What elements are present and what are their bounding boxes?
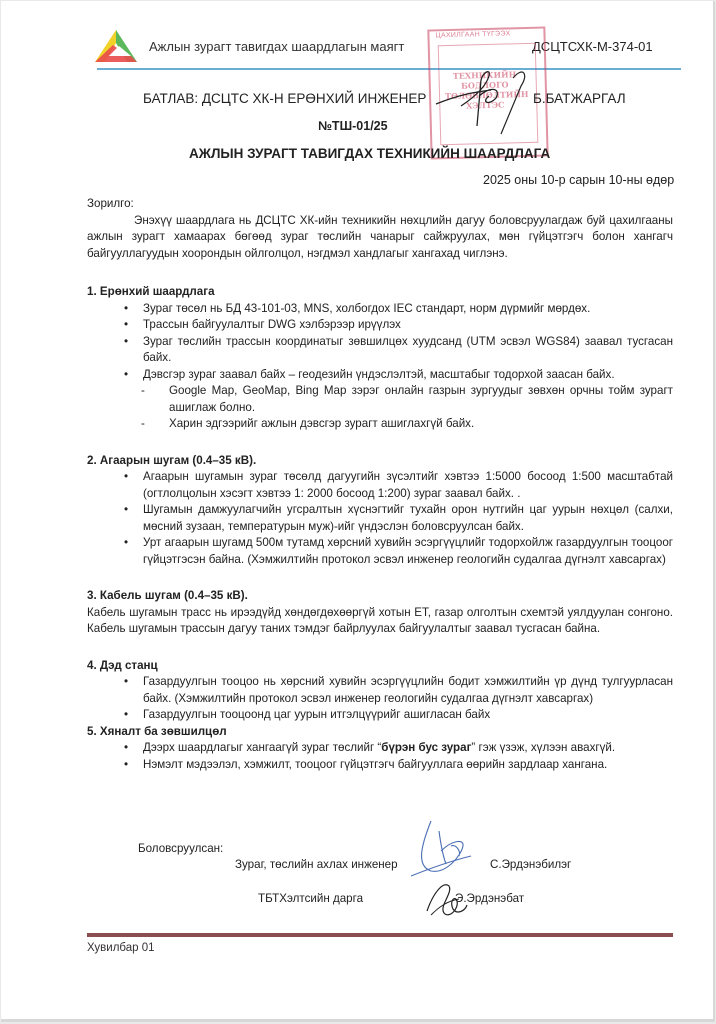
footer-divider [87,933,673,937]
list-item: • Шугамын дамжуулагчийн угсралтын хүснэгтийг тухайн орон нутгийн цаг уурын нөхцөл (салхи, мөсний зузаан, температурын муж)-ийг үндэслэн боловсруулсан байх. [127,502,673,535]
signature-1-icon [401,816,481,886]
document-body [87,196,673,773]
list-item: • Нэмэлт мэдээлэл, хэмжилт, тооцоог гүйцэтгэгч байгууллага өөрийн зардлаар хангана. [127,757,673,774]
stamp-line: ТЕХНИКИЙН [452,69,517,81]
signer-name: Э.Эрдэнэбат [455,892,525,905]
purpose-text: Энэхүү шаардлага нь ДСЦТС ХК-ийн техникийн нөхцлийн дагуу боловсруулагдаж буй цахилгааны ажлын зурагт хамаарах бөгөөд зураг төслийн чанарыг сайжруулах, мөн гүйцэтгэгч болон хангагч байгууллагуудын хоорондын ойлголцол, нэгдмэл хандлагыг хангахад чиглэнэ. [87,213,673,260]
stamp-line: ХЭЛТЭС [466,99,505,111]
header-divider [97,68,681,70]
signer-role: Зураг, төслийн ахлах инженер [235,858,398,871]
document-date: 2025 оны 10-р сарын 10-ны өдөр [483,173,675,187]
section-substation [87,658,673,724]
document-title: АЖЛЫН ЗУРАГТ ТАВИГДАХ ТЕХНИКИЙН ШААРДЛАГА [189,146,551,161]
company-logo-icon [95,28,137,64]
section-control [87,724,673,774]
sub-list-item: - Харин эдгээрийг ажлын дэвсгэр зурагт ашиглахгүй байх. [141,416,673,433]
form-code: ДСЦТСХК-М-374-01 [532,39,653,54]
prepared-by-label: Боловсруулсан: [138,842,224,855]
section-heading: 4. Дэд станц [87,658,158,672]
purpose-label: Зорилго: [87,197,134,210]
section-overhead-line [87,453,673,569]
form-title: Ажлын зурагт тавигдах шаардлагын маягт [149,39,405,54]
section-heading: 1. Ерөнхий шаардлага [87,285,215,298]
document-number: №ТШ-01/25 [318,119,388,133]
list-item: • Газардуулгын тооцоо нь хөрсний хувийн эсэргүүцлийн бодит хэмжилтийн үр дүнд тулгуурласан байх. (Хэмжилтийн протокол эсвэл инженер геологийн судалгаа дүгнэлт хавсаргах) [127,674,673,707]
stamp-line: БОДЛОГО [460,79,509,91]
text-fragment: Дээрх шаардлагыг хангаагүй зураг төслийг “ [143,741,382,754]
list-item [127,740,673,757]
list-item: • Зураг төсөл нь БД 43-101-03, MNS, холбогдох IEC стандарт, норм дүрмийг мөрдөх. [127,301,673,318]
sub-list-item: - Google Map, GeoMap, Bing Map зэрэг онлайн газрын зургуудыг зөвхөн орчны тойм зурагт ашиглаж болно. [141,383,673,416]
list-item: • Зураг төслийн трассын координатыг зөвшилцөх хуудсанд (UTM эсвэл WGS84) заавал тусгасан байх. [127,334,673,367]
section-heading: 5. Хяналт ба зөвшилцөл [87,724,227,738]
section-text: Кабель шугамын трасс нь ирээдүйд хөндөгдөхөөргүй хотын ЕТ, газар олголтын схемтэй уялдуулан сонгоно. Кабель шугамын трассын дагуу таних тэмдэг байрлуулах байгуулалтыг заавал тусгасан байна. [87,605,673,635]
section-cable-line [87,588,673,638]
list-item: • Газардуулгын тооцоонд цаг уурын итгэлцүүрийг ашигласан байх [127,707,673,724]
document-page [1,1,715,1022]
approval-label: БАТЛАВ: ДСЦТС ХК-Н ЕРӨНХИЙ ИНЖЕНЕР [143,91,427,106]
list-item: • Агаарын шугамын зураг төсөлд дагуугийн зүсэлтийг хэвтээ 1:5000 босоод 1:500 масштабтай (огтлолцолын хэсэгт хэвтээ 1: 2000 босоод 1:200) зураг заавал байх. . [127,469,673,502]
list-item: • Дэвсгэр зураг заавал байх – геодезийн үндэслэлтэй, масштабыг тодорхой заасан байх. [127,367,673,384]
signer-name: С.Эрдэнэбилэг [490,858,572,871]
emphasis-text: бүрэн бус зураг [381,741,472,754]
official-stamp [427,26,548,159]
section-heading: 3. Кабель шугам (0.4–35 кВ). [87,589,248,602]
list-item: • Урт агаарын шугамд 500м тутамд хөрсний хувийн эсэргүүцлийг тодорхойлж газардуулгын тооцоог гүйцэтгэсэн байна. (Хэмжилтийн протокол эсвэл инженер геологийн судалгаа дүгнэлт хавсаргах) [127,535,673,568]
section-heading: 2. Агаарын шугам (0.4–35 кВ). [87,453,257,467]
section-general [87,284,673,433]
list-item: • Трассын байгуулалтыг DWG хэлбэрээр ирүүлэх [127,317,673,334]
text-fragment: ” гэж үзэж, хүлээн авахгүй. [471,741,616,754]
version-label: Хувилбар 01 [87,942,155,954]
stamp-line: ТӨЛӨВЛӨЛТИЙН [444,88,529,102]
stamp-top-text: ЦАХИЛГААН ТҮГЭЭХ [435,30,511,40]
stamp-center-text [444,69,529,111]
approval-name: Б.БАТЖАРГАЛ [533,91,626,106]
signer-role: ТБТХэлтсийн дарга [258,892,364,905]
